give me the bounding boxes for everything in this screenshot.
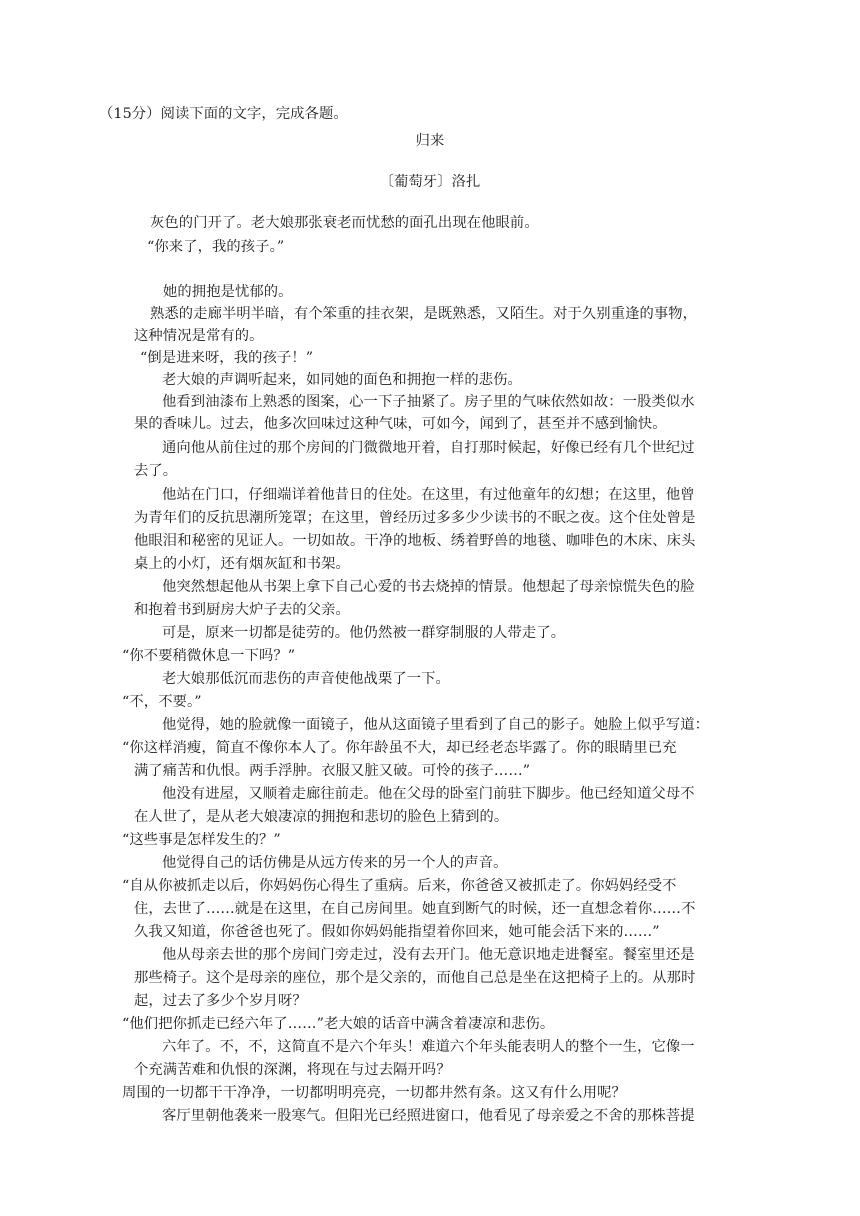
paragraph-line: 客厅里朝他袭来一股寒气。但阳光已经照进窗口，他看见了母亲爱之不舍的那株菩提 xyxy=(162,1108,695,1124)
paragraph-line: 那些椅子。这个是母亲的座位，那个是父亲的，而他自己总是坐在这把椅子上的。从那时 xyxy=(134,970,696,986)
paragraph-line: 他觉得自己的话仿佛是从远方传来的另一个人的声音。 xyxy=(162,855,508,871)
paragraph-line: 住，去世了……就是在这里，在自己房间里。她直到断气的时候，还一直想念着你……不 xyxy=(134,901,696,917)
paragraph-line: 在人世了，是从老大娘凄凉的拥抱和悲切的脸色上猜到的。 xyxy=(134,809,509,825)
paragraph-line: 周围的一切都干干净净，一切都明明亮亮，一切都井然有条。这又有什么用呢？ xyxy=(122,1085,626,1101)
paragraph-line: 满了痛苦和仇恨。两手浮肿。衣服又脏又破。可怜的孩子……” xyxy=(134,763,531,779)
paragraph-line: “你不要稍微休息一下吗？” xyxy=(122,648,296,664)
paragraph-line: 可是，原来一切都是徒劳的。他仍然被一群穿制服的人带走了。 xyxy=(162,625,566,641)
paragraph-line: 他从母亲去世的那个房间门旁走过，没有去开门。他无意识地走进餐室。餐室里还是 xyxy=(162,947,695,963)
paragraph-line: 他觉得，她的脸就像一面镜子，他从这面镜子里看到了自己的影子。她脸上似乎写道： xyxy=(162,717,710,733)
paragraph-line: 她的拥抱是忧郁的。 xyxy=(163,284,293,300)
story-author: 〔葡萄牙〕洛扎 xyxy=(379,174,481,190)
paragraph-line: 果的香味儿。过去，他多次回味过这种气味，可如今，闻到了，甚至并不感到愉快。 xyxy=(134,416,667,432)
paragraph-line: “你来了，我的孩子。” xyxy=(147,239,285,255)
paragraph-line: “他们把你抓走已经六年了……”老大娘的话音中满含着凄凉和悲伤。 xyxy=(122,1016,555,1032)
paragraph-line: 起，过去了多少个岁月呀？ xyxy=(134,993,307,1009)
paragraph-line: 这种情况是常有的。 xyxy=(134,328,264,344)
paragraph-line: 他没有进屋，又顺着走廊往前走。他在父母的卧室门前驻下脚步。他已经知道父母不 xyxy=(162,786,695,802)
paragraph-line: 个充满苦难和仇恨的深渊，将现在与过去隔开吗？ xyxy=(134,1062,451,1078)
paragraph-line: 他站在门口，仔细端详着他昔日的住处。在这里，有过他童年的幻想；在这里，他曾 xyxy=(162,487,695,503)
paragraph-line: “这些事是怎样发生的？” xyxy=(122,832,281,848)
paragraph-line: “自从你被抓走以后，你妈妈伤心得生了重病。后来，你爸爸又被抓走了。你妈妈经受不 xyxy=(122,878,677,894)
paragraph-line: 和抱着书到厨房大炉子去的父亲。 xyxy=(134,602,350,618)
paragraph-line: 他突然想起他从书架上拿下自己心爱的书去烧掉的情景。他想起了母亲惊慌失色的脸 xyxy=(162,579,695,595)
paragraph-line: 为青年们的反抗思潮所笼罩；在这里，曾经历过多多少少读书的不眠之夜。这个住处曾是 xyxy=(134,510,696,526)
paragraph-line: 桌上的小灯，还有烟灰缸和书架。 xyxy=(134,556,350,572)
paragraph-line: 去了。 xyxy=(134,463,178,479)
paragraph-line: 六年了。不，不，这简直不是六个年头！难道六个年头能表明人的整个一生，它像一 xyxy=(162,1039,695,1055)
paragraph-line: 老大娘那低沉而悲伤的声音使他战栗了一下。 xyxy=(162,671,450,687)
paragraph-line: 老大娘的声调听起来，如同她的面色和拥抱一样的悲伤。 xyxy=(162,372,522,388)
paragraph-line: “你这样消瘦，简直不像你本人了。你年龄虽不大，却已经老态毕露了。你的眼睛里已充 xyxy=(122,740,677,756)
paragraph-line: 他眼泪和秘密的见证人。一切如故。干净的地板、绣着野兽的地毯、咖啡色的木床、床头 xyxy=(134,533,696,549)
paragraph-line: 通向他从前住过的那个房间的门微微地开着，自打那时候起，好像已经有几个世纪过 xyxy=(162,440,695,456)
paragraph-line: 灰色的门开了。老大娘那张衰老而忧愁的面孔出现在他眼前。 xyxy=(150,215,539,231)
paragraph-line: 久我又知道，你爸爸也死了。假如你妈妈能指望着你回来，她可能会活下来的……” xyxy=(134,924,660,940)
paragraph-line: “倒是进来呀，我的孩子！” xyxy=(140,350,314,366)
paragraph-line: “不，不要。” xyxy=(122,694,202,710)
paragraph-line: 熟悉的走廊半明半暗，有个笨重的挂衣架，是既熟悉，又陌生。对于久别重逢的事物， xyxy=(150,306,698,322)
story-title: 归来 xyxy=(415,133,445,149)
paragraph-line: 他看到油漆布上熟悉的图案，心一下子抽紧了。房子里的气味依然如故：一股类似水 xyxy=(162,394,695,410)
question-intro: （15分）阅读下面的文字，完成各题。 xyxy=(99,106,348,122)
